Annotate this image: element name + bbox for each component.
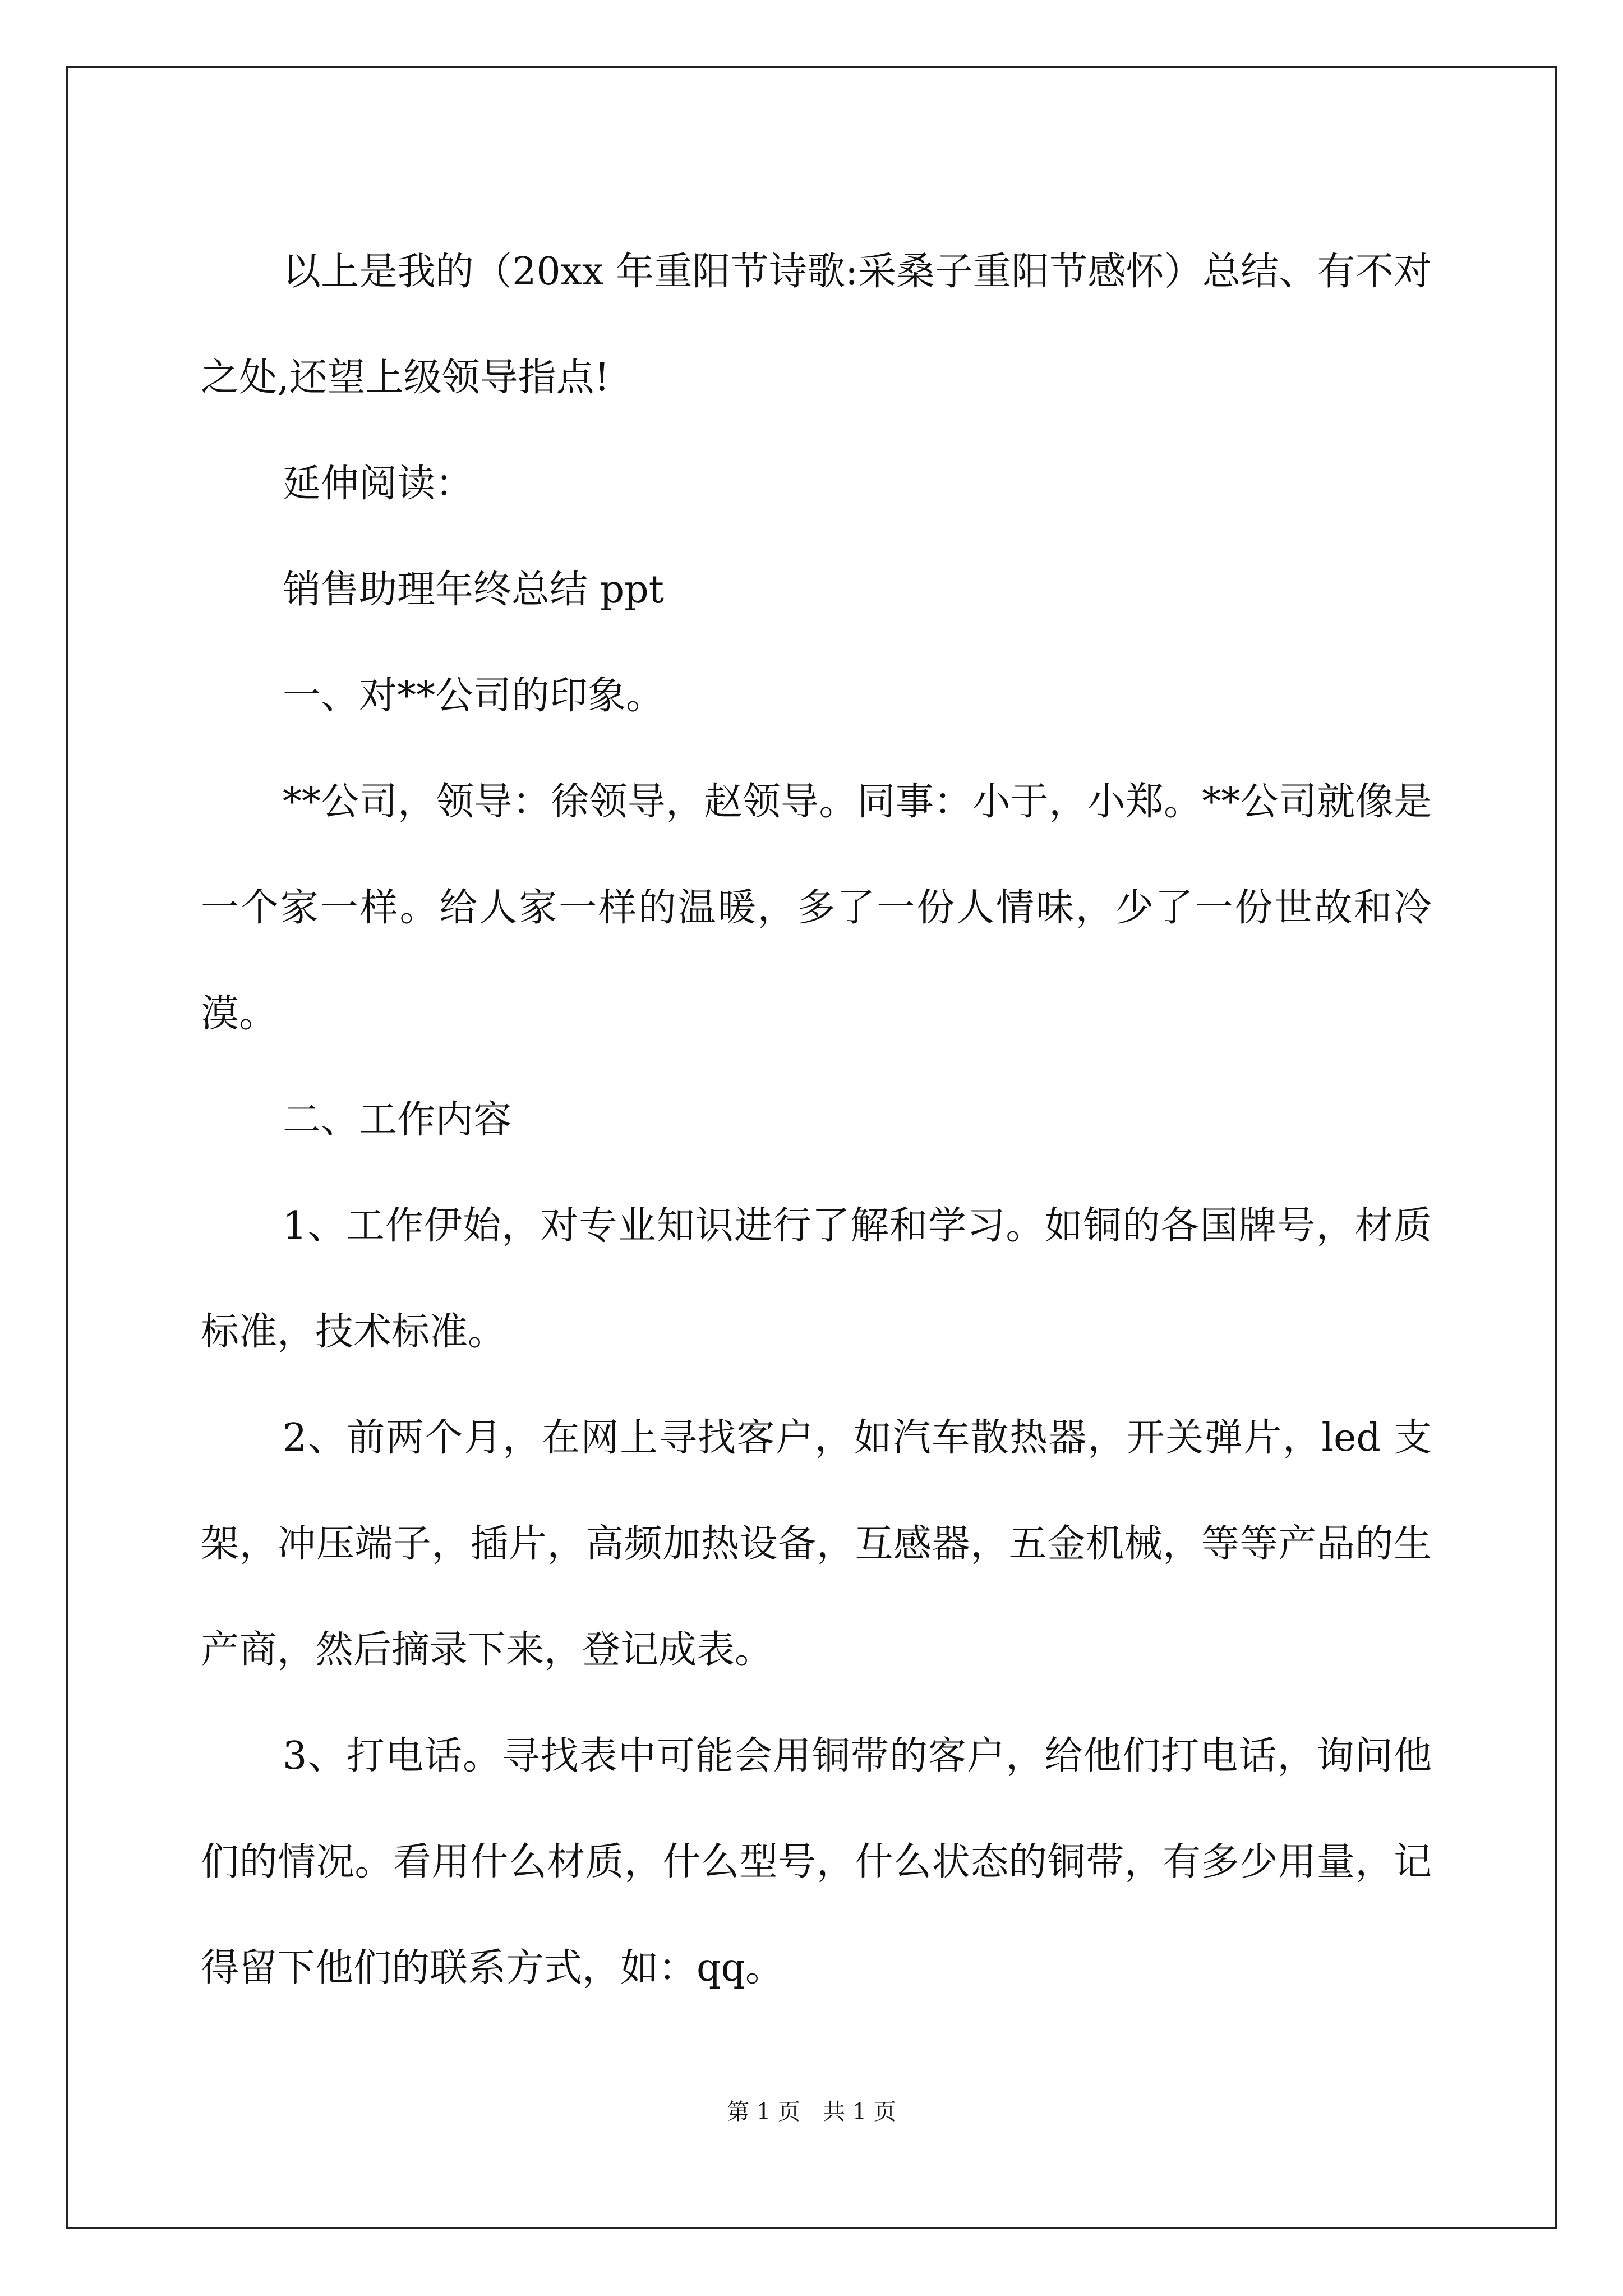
paragraph-company-impression: **公司，领导：徐领导，赵领导。同事：小于，小郑。**公司就像是一个家一样。给人家一样的温暖，多了一份人情味，少了一份世故和冷漠。	[201, 780, 1432, 1036]
section-heading-impression: 一、对**公司的印象。	[283, 674, 665, 718]
document-body	[201, 219, 1432, 2021]
paragraph-item-3: 3、打电话。寻找表中可能会用铜带的客户，给他们打电话，询问他们的情况。看用什么材质，什么型号，什么状态的铜带，有多少用量，记得留下他们的联系方式，如：qq。	[201, 1734, 1432, 1990]
paragraph-item-1: 1、工作伊始，对专业知识进行了解和学习。如铜的各国牌号，材质标准，技术标准。	[201, 1204, 1432, 1354]
paragraph-extended-reading: 延伸阅读：	[283, 462, 474, 506]
page-footer: 第 1 页 共 1 页	[727, 2099, 896, 2125]
section-heading-work-content: 二、工作内容	[283, 1098, 512, 1142]
paragraph-summary-closing: 以上是我的（20xx 年重阳节诗歌:采桑子重阳节感怀）总结、有不对之处,还望上级领导指点!	[201, 250, 1432, 400]
paragraph-report-title: 销售助理年终总结 ppt	[283, 568, 665, 612]
paragraph-item-2: 2、前两个月，在网上寻找客户，如汽车散热器，开关弹片，led 支架，冲压端子，插片，高频加热设备，互感器，五金机械，等等产品的生产商，然后摘录下来，登记成表。	[201, 1416, 1432, 1672]
